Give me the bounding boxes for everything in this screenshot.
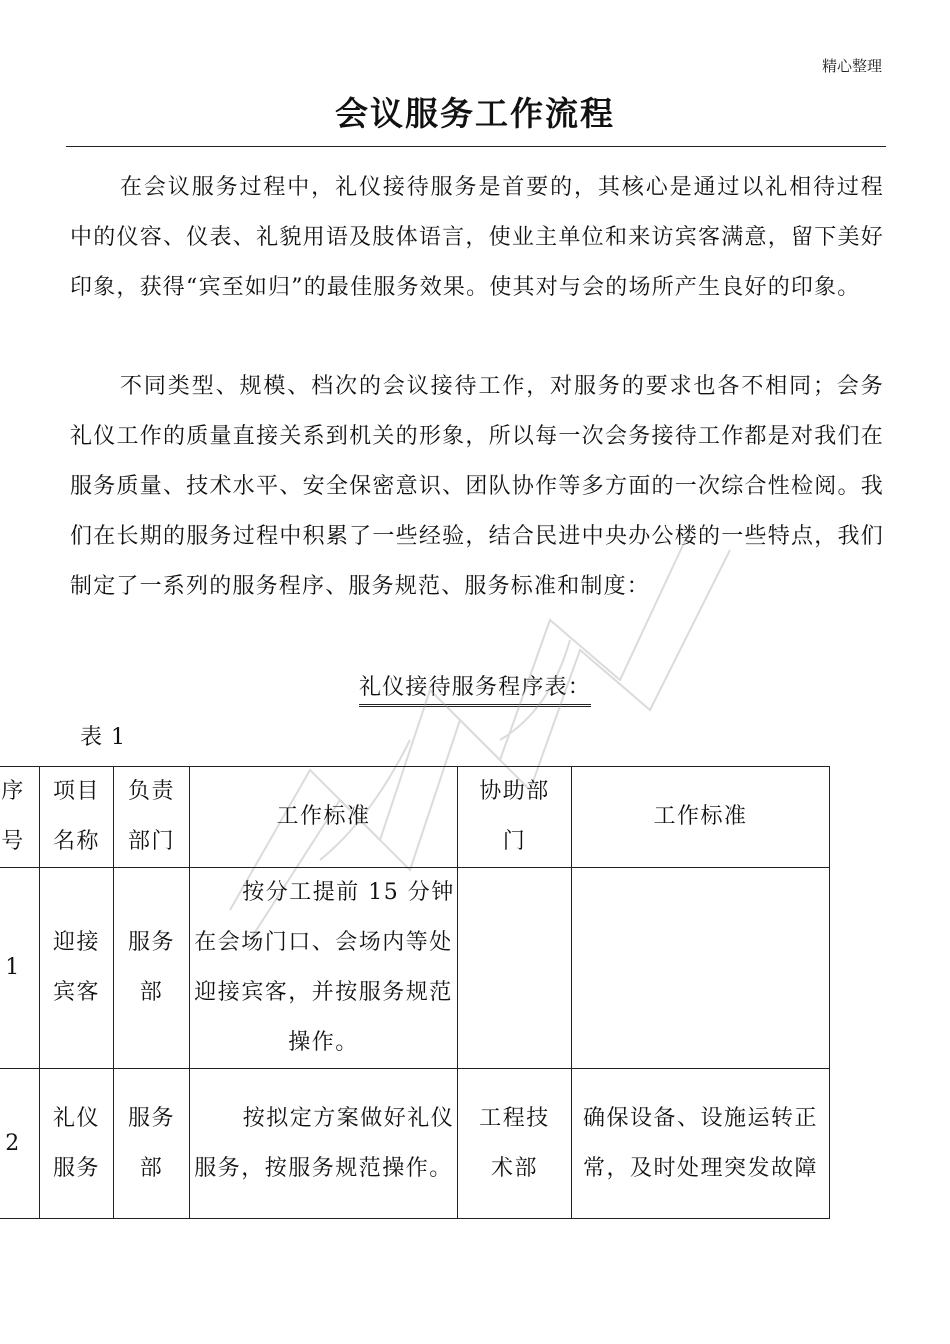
table-caption-text: 礼仪接待服务程序表：: [359, 670, 591, 707]
header-item-line2: 名称: [52, 829, 100, 854]
header-seq-line1: 序: [1, 779, 25, 804]
row2-seq: 2: [0, 1069, 40, 1219]
header-standard: 工作标准: [190, 767, 458, 868]
header-seq-line2: 号: [1, 829, 25, 854]
header-assist: [458, 767, 572, 868]
title-rule: [66, 146, 886, 147]
header-dept: [114, 767, 190, 868]
header-note: 精心整理: [821, 57, 882, 75]
row2-dept-line2: 部: [139, 1155, 164, 1181]
row1-item-line2: 宾客: [52, 980, 100, 1005]
row2-assist-line1: 工程技: [479, 1105, 550, 1131]
row1-dept-line2: 部: [139, 980, 164, 1005]
row2-standard: 按拟定方案做好礼仪服务，按服务规范操作。: [190, 1069, 458, 1219]
table-caption: [0, 670, 950, 707]
row1-item-line1: 迎接: [52, 930, 100, 955]
header-assist-line1: 协助部: [479, 779, 550, 804]
table-header-row: [0, 767, 830, 868]
row1-seq: 1: [0, 868, 40, 1069]
document-title: 会议服务工作流程: [335, 94, 615, 133]
row2-dept-line1: 服务: [127, 1105, 175, 1131]
row2-standard-2: 确保设备、设施运转正常，及时处理突发故障: [572, 1069, 830, 1219]
table-row: [0, 868, 830, 1069]
row2-item-line1: 礼仪: [52, 1105, 100, 1131]
header-assist-line2: 门: [502, 829, 527, 854]
row2-assist-line2: 术部: [490, 1155, 538, 1181]
paragraph-intro: 在会议服务过程中，礼仪接待服务是首要的，其核心是通过以礼相待过程中的仪容、仪表、礼貌用语及肢体语言，使业主单位和来访宾客满意，留下美好印象，获得“宾至如归”的最佳服务效果。使其对与会的场所产生良好的印象。: [70, 175, 884, 300]
header-dept-line1: 负责: [127, 779, 175, 804]
header-item: [40, 767, 114, 868]
row2-item: [40, 1069, 114, 1219]
row1-dept: [114, 868, 190, 1069]
procedure-table: [0, 766, 830, 1219]
row1-assist: [458, 868, 572, 1069]
row1-standard-2: [572, 868, 830, 1069]
table-label: 表 1: [80, 725, 126, 750]
row2-dept: [114, 1069, 190, 1219]
row2-item-line2: 服务: [52, 1155, 100, 1181]
header-dept-line2: 部门: [127, 829, 175, 854]
table-row: [0, 1069, 830, 1219]
header-standard-2: 工作标准: [572, 767, 830, 868]
row1-dept-line1: 服务: [127, 930, 175, 955]
row1-standard: 按分工提前 15 分钟在会场门口、会场内等处迎接宾客，并按服务规范操作。: [190, 868, 458, 1069]
row1-item: [40, 868, 114, 1069]
row2-assist: [458, 1069, 572, 1219]
paragraph-overview: 不同类型、规模、档次的会议接待工作，对服务的要求也各不相同；会务礼仪工作的质量直接关系到机关的形象，所以每一次会务接待工作都是对我们在服务质量、技术水平、安全保密意识、团队协作等多方面的一次综合性检阅。我们在长期的服务过程中积累了一些经验，结合民进中央办公楼的一些特点，我们制定了一系列的服务程序、服务规范、服务标准和制度：: [70, 374, 884, 599]
header-item-line1: 项目: [52, 779, 100, 804]
header-seq: [0, 767, 40, 868]
